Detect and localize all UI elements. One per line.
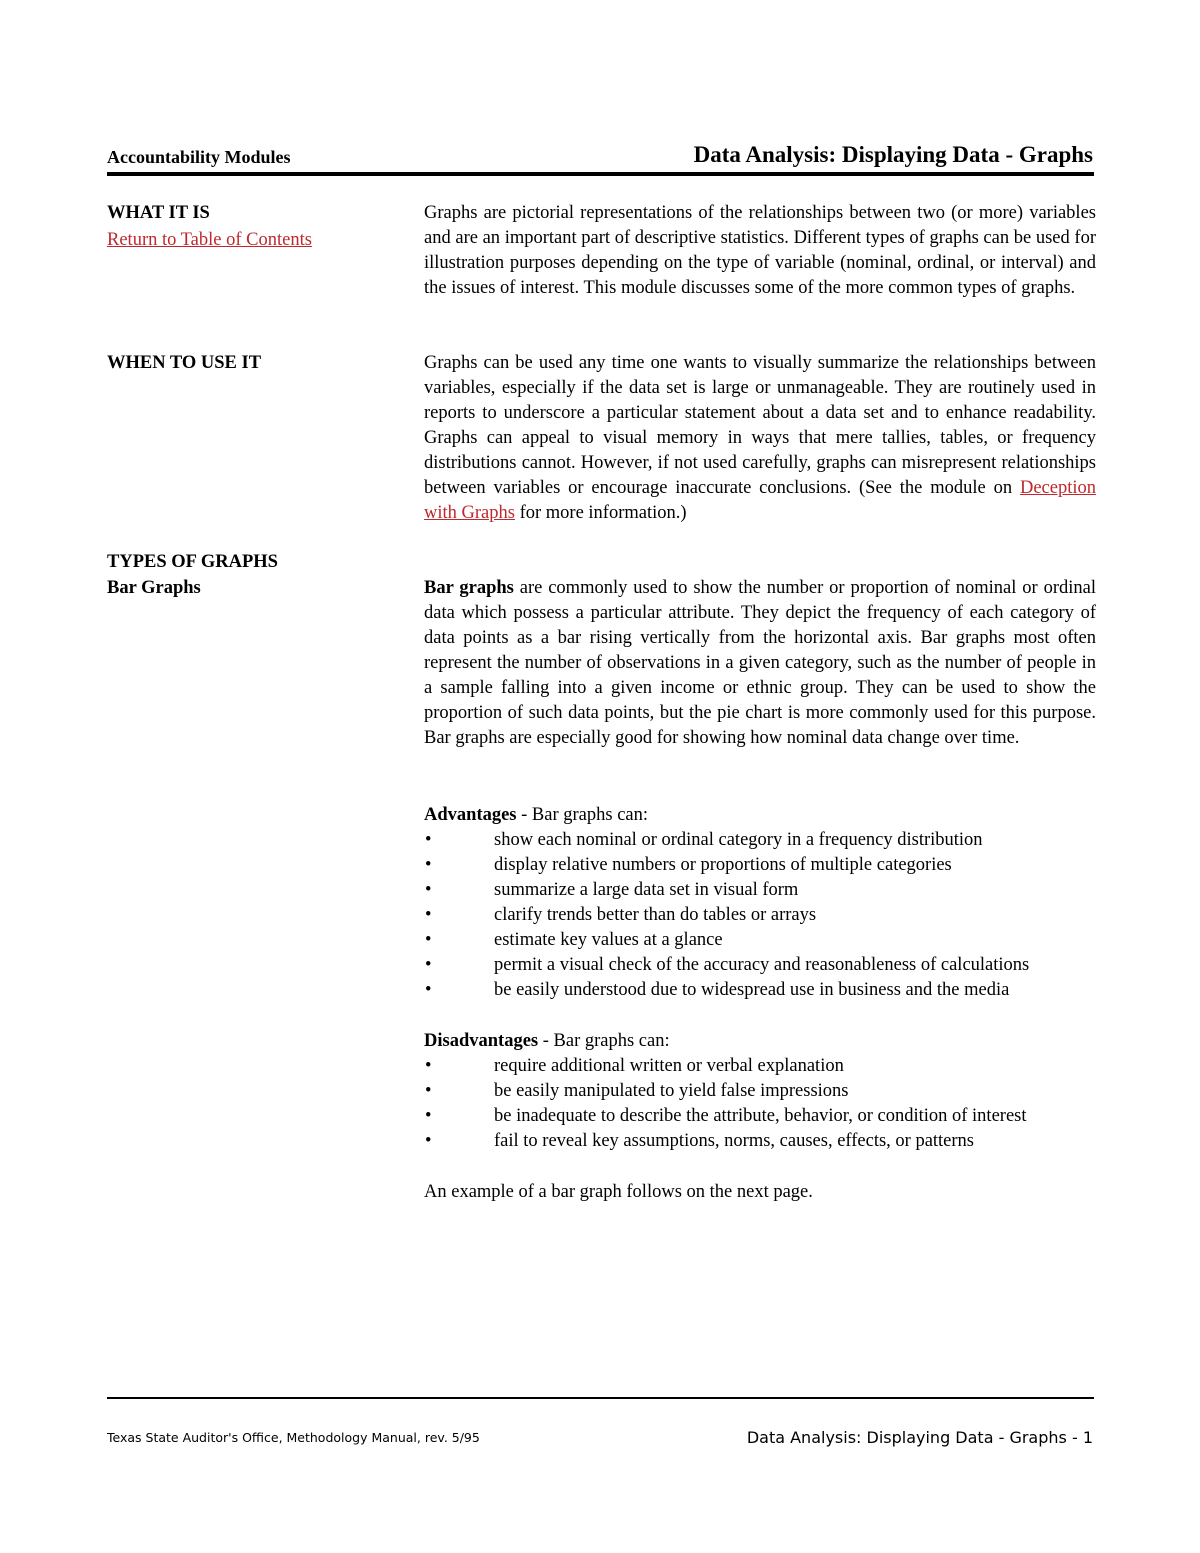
list-item (424, 878, 1029, 903)
closing-note: An example of a bar graph follows on the next page. (424, 1182, 813, 1202)
disadvantage-text: require additional written or verbal explanation (494, 1056, 844, 1076)
advantage-text: clarify trends better than do tables or arrays (494, 905, 817, 925)
footer-divider (107, 1397, 1094, 1399)
when-to-use-section (424, 351, 1096, 526)
what-it-is-text: Graphs are pictorial representations of the relationships between two (or more) variables and are an important part of descriptive statistics. Different types of graphs can be used for illustration purposes depending on the type of variable (nominal, ordinal, or interval) and the issues of interest. This module discusses some of the more common types of graphs. (424, 203, 1096, 298)
when-to-use-text-before: Graphs can be used any time one wants to visually summarize the relationships between variables, especially if the data set is large or unmanageable. They are routinely used in reports to underscore a particular statement about a data set and to enhance readability. Graphs can appeal to visual memory in ways that mere tallies, tables, or frequency distributions cannot. However, if not used carefully, graphs can misrepresent relationships between variables or encourage inaccurate conclusions. (See the module on (424, 353, 1096, 498)
header-divider (107, 172, 1094, 176)
advantage-text: summarize a large data set in visual form (494, 880, 799, 900)
bullet-icon: • (425, 930, 432, 950)
footer-page-label: Data Analysis: Displaying Data - Graphs - 1 (746, 1428, 1093, 1447)
bullet-icon: • (425, 830, 432, 850)
disadvantage-text: be inadequate to describe the attribute, behavior, or condition of interest (494, 1106, 1027, 1126)
bar-graphs-description: are commonly used to show the number or proportion of nominal or ordinal data which possess a particular attribute. They depict the frequency of each category of data points as a bar rising vertically from the horizontal axis. Bar graphs most often represent the number of observations in a given category, such as the number of people in a sample falling into a given income or ethnic group. They can be used to show the proportion of such data points, but the pie chart is more commonly used for this purpose. Bar graphs are especially good for showing how nominal data change over time. (424, 578, 1096, 748)
disadvantage-text: be easily manipulated to yield false impressions (494, 1081, 849, 1101)
disadvantages-list (424, 1054, 1027, 1154)
list-item (424, 853, 1029, 878)
list-item (424, 1129, 1027, 1154)
disadvantages-label: Disadvantages (424, 1031, 539, 1051)
bullet-icon: • (425, 1056, 432, 1076)
return-to-toc-link[interactable]: Return to Table of Contents (107, 230, 312, 250)
bar-graphs-lead: Bar graphs (424, 578, 514, 598)
bullet-icon: • (425, 955, 432, 975)
list-item (424, 903, 1029, 928)
advantage-text: permit a visual check of the accuracy and reasonableness of calculations (494, 955, 1030, 975)
advantages-list (424, 828, 1029, 1003)
bullet-icon: • (425, 855, 432, 875)
bullet-icon: • (425, 980, 432, 1000)
disadvantages-heading (424, 1029, 670, 1054)
header-module-title: Accountability Modules (107, 147, 291, 167)
bar-graphs-text (424, 576, 1096, 751)
bullet-icon: • (425, 905, 432, 925)
bullet-icon: • (425, 880, 432, 900)
bar-graphs-subheading: Bar Graphs (107, 578, 201, 598)
what-it-is-section (424, 201, 1096, 301)
disadvantage-text: fail to reveal key assumptions, norms, causes, effects, or patterns (494, 1131, 975, 1151)
when-to-use-text (424, 351, 1096, 526)
advantage-text: display relative numbers or proportions of multiple categories (494, 855, 952, 875)
list-item (424, 953, 1029, 978)
footer-source: Texas State Auditor's Office, Methodology Manual, rev. 5/95 (107, 1430, 480, 1445)
advantages-suffix: - Bar graphs can: (516, 805, 649, 825)
advantage-text: be easily understood due to widespread use in business and the media (494, 980, 1010, 1000)
bullet-icon: • (425, 1106, 432, 1126)
list-item (424, 978, 1029, 1003)
disadvantages-suffix: - Bar graphs can: (538, 1031, 670, 1051)
list-item (424, 1079, 1027, 1104)
bar-graphs-section (424, 576, 1096, 751)
deception-with-graphs-link[interactable]: Deception with Graphs (424, 478, 1096, 523)
header-page-title: Data Analysis: Displaying Data - Graphs (693, 142, 1093, 167)
advantages-label: Advantages (424, 805, 517, 825)
list-item (424, 1104, 1027, 1129)
bullet-icon: • (425, 1131, 432, 1151)
when-to-use-text-after: for more information.) (514, 503, 687, 523)
what-it-is-heading: WHAT IT IS (107, 203, 210, 223)
advantages-heading (424, 803, 648, 828)
bullet-icon: • (425, 1081, 432, 1101)
when-to-use-heading: WHEN TO USE IT (107, 353, 262, 373)
list-item (424, 1054, 1027, 1079)
types-of-graphs-heading: TYPES OF GRAPHS (107, 552, 278, 572)
list-item (424, 828, 1029, 853)
advantage-text: estimate key values at a glance (494, 930, 723, 950)
list-item (424, 928, 1029, 953)
advantage-text: show each nominal or ordinal category in a frequency distribution (494, 830, 983, 850)
